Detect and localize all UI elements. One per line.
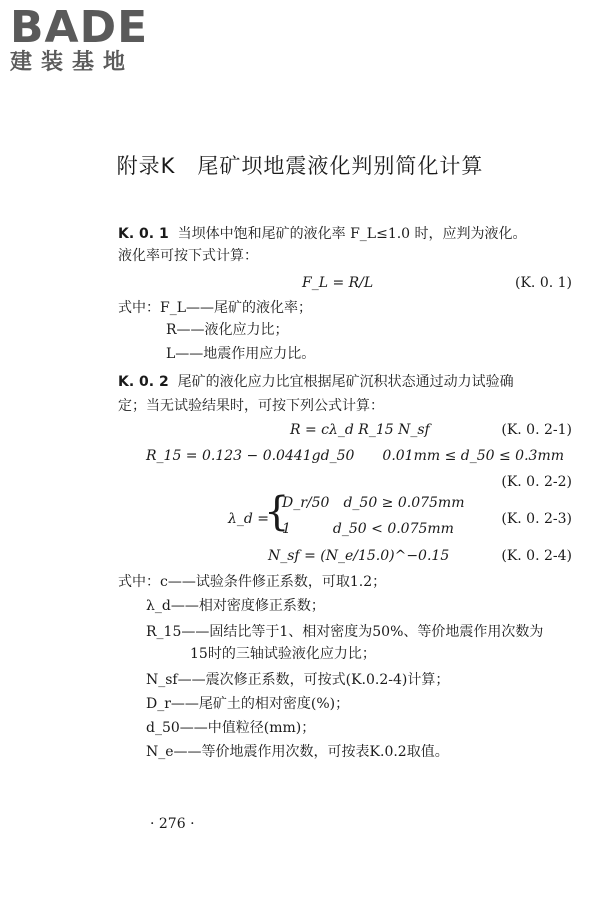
k01-def-r: R——液化应力比； [166, 322, 289, 338]
k01-def-l: L——地震作用应力比。 [166, 346, 316, 362]
k01-text1: 当坝体中饱和尾矿的液化率 F_L≤1.0 时，应判为液化。 [177, 226, 527, 242]
k02-def-lambda: λ_d——相对密度修正系数； [146, 598, 325, 614]
k02-text1: 尾矿的液化应力比宜根据尾矿沉积状态通过动力试验确 [177, 374, 514, 390]
k02-def-r15-b: 15时的三轴试验液化应力比； [190, 646, 376, 662]
k02-def-ne: N_e——等价地震作用次数，可按表K.0.2取值。 [146, 744, 449, 760]
formula-k023-lhs: λ_d = [228, 511, 270, 527]
formula-k023-case2: 1 d_50 < 0.075mm [282, 521, 454, 537]
eqno-k01: (K. 0. 1) [515, 275, 572, 291]
k02-def-dr: D_r——尾矿土的相对密度(%)； [146, 696, 350, 712]
logo-mark: BADE [10, 2, 149, 53]
eqno-k021: (K. 0. 2-1) [501, 422, 572, 438]
eqno-k022: (K. 0. 2-2) [501, 474, 572, 490]
k02-def-nsf: N_sf——震次修正系数，可按式(K.0.2-4)计算； [146, 672, 450, 688]
formula-k01: F_L = R/L [302, 275, 374, 291]
logo-subtitle: 建装基地 [10, 50, 135, 75]
k02-text2: 定；当无试验结果时，可按下列公式计算： [118, 398, 384, 414]
k01-where: 式中：F_L——尾矿的液化率； [118, 300, 313, 316]
eqno-k024: (K. 0. 2-4) [501, 548, 572, 564]
k01-paragraph-line1 [118, 224, 527, 244]
formula-k024: N_sf = (N_e/15.0)^−0.15 [268, 548, 450, 564]
brand-logo [10, 2, 180, 75]
k02-label: K. 0. 2 [118, 374, 169, 390]
appendix-title: 附录K 尾矿坝地震液化判别简化计算 [116, 154, 484, 178]
k01-text2: 液化率可按下式计算： [118, 248, 258, 264]
k01-label: K. 0. 1 [118, 226, 169, 242]
formula-k022: R_15 = 0.123 − 0.0441gd_50 0.01mm ≤ d_50 ≤ 0.3mm [146, 448, 564, 464]
formula-k021: R = cλ_d R_15 N_sf [290, 422, 430, 438]
k02-def-d50: d_50——中值粒径(mm)； [146, 720, 316, 736]
curly-brace-icon: { [264, 489, 290, 535]
k02-paragraph-line1 [118, 372, 514, 392]
k02-where: 式中：c——试验条件修正系数，可取1.2； [118, 574, 387, 590]
page-number: · 276 · [150, 816, 195, 832]
k02-def-r15-a: R_15——固结比等于1、相对密度为50%、等价地震作用次数为 [146, 624, 544, 640]
formula-k023-case1: D_r/50 d_50 ≥ 0.075mm [282, 495, 465, 511]
eqno-k023: (K. 0. 2-3) [501, 511, 572, 527]
